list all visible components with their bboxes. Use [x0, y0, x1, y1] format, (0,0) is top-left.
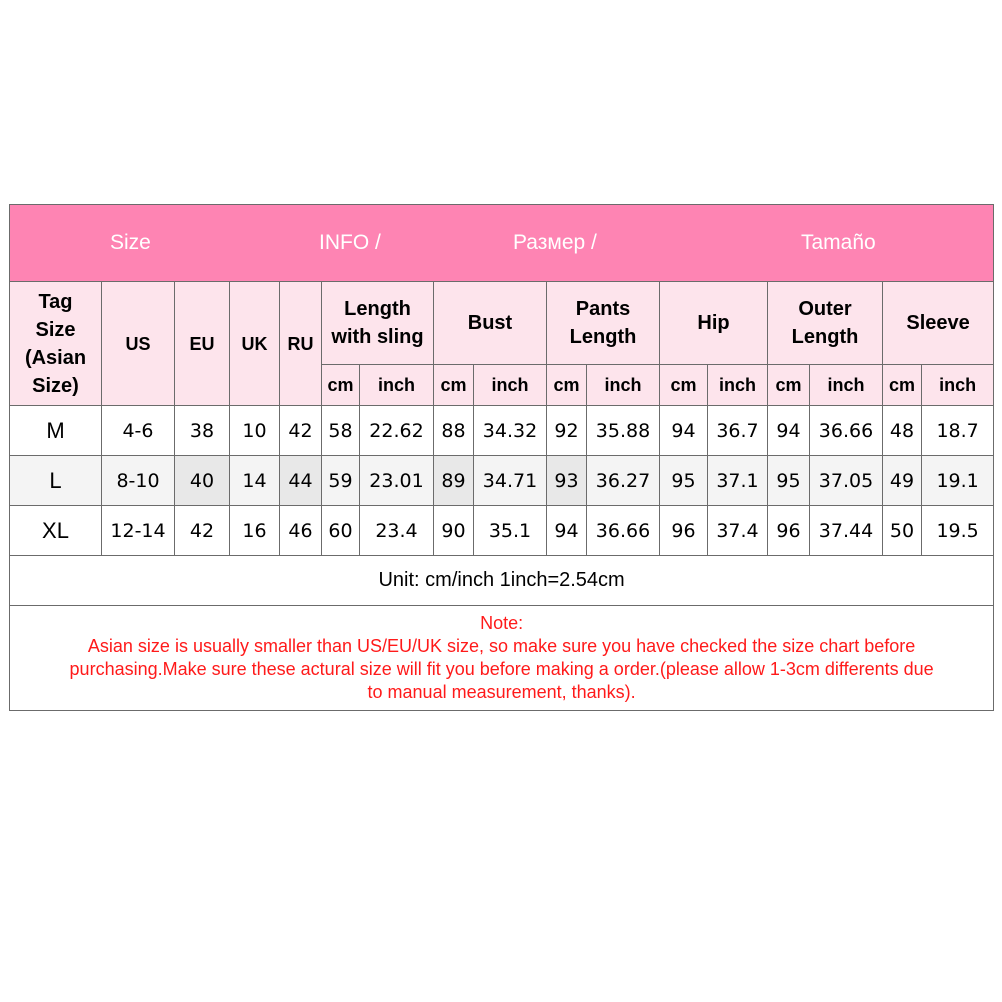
outer-inch-cell: 36.66 — [810, 406, 883, 456]
bust-inch-cell: 34.32 — [474, 406, 547, 456]
uk-header: UK — [230, 282, 280, 406]
pants-cm-cell: 92 — [547, 406, 587, 456]
ru-cell: 46 — [280, 506, 322, 556]
pants-cm-cell: 94 — [547, 506, 587, 556]
length-inch-cell: 23.4 — [360, 506, 434, 556]
cm-subheader: cm — [660, 365, 708, 406]
us-cell: 4-6 — [102, 406, 175, 456]
banner-razmer: Размер / — [513, 231, 597, 254]
tag-size-line: Size — [35, 318, 76, 341]
bust-inch-cell: 35.1 — [474, 506, 547, 556]
bust-header: Bust — [434, 282, 547, 365]
note-cell — [10, 606, 994, 711]
inch-subheader: inch — [360, 365, 434, 406]
size-cell: L — [10, 456, 102, 506]
uk-cell: 14 — [230, 456, 280, 506]
banner-cell — [10, 205, 994, 282]
note-line: Asian size is usually smaller than US/EU/UK size, so make sure you have checked the size chart before — [87, 636, 916, 656]
bust-cm-cell: 88 — [434, 406, 474, 456]
hip-header: Hip — [660, 282, 768, 365]
header-line: Pants — [575, 298, 631, 320]
length-cm-cell: 59 — [322, 456, 360, 506]
cm-subheader: cm — [883, 365, 922, 406]
inch-subheader: inch — [587, 365, 660, 406]
inch-subheader: inch — [810, 365, 883, 406]
length-inch-cell: 22.62 — [360, 406, 434, 456]
hip-cm-cell: 95 — [660, 456, 708, 506]
hip-cm-cell: 96 — [660, 506, 708, 556]
note-title: Note: — [480, 613, 524, 633]
ru-cell: 44 — [280, 456, 322, 506]
bust-cm-cell: 89 — [434, 456, 474, 506]
cm-subheader: cm — [768, 365, 810, 406]
title-banner — [10, 205, 994, 282]
size-cell: M — [10, 406, 102, 456]
outer-cm-cell: 94 — [768, 406, 810, 456]
pants-cm-cell: 93 — [547, 456, 587, 506]
tag-size-line: Tag — [38, 290, 73, 313]
outer-inch-cell: 37.05 — [810, 456, 883, 506]
outer-cm-cell: 96 — [768, 506, 810, 556]
outer-cm-cell: 95 — [768, 456, 810, 506]
sleeve-cm-cell: 49 — [883, 456, 922, 506]
note-line: purchasing.Make sure these actural size will fit you before making a order.(please allow 1-3cm differents due — [69, 659, 934, 679]
pants-inch-cell: 36.66 — [587, 506, 660, 556]
header-line: Length — [344, 298, 411, 320]
eu-cell: 38 — [175, 406, 230, 456]
note-row — [10, 606, 994, 711]
sleeve-inch-cell: 18.7 — [922, 406, 994, 456]
sleeve-header: Sleeve — [883, 282, 994, 365]
unit-text: Unit: cm/inch 1inch=2.54cm — [10, 556, 994, 606]
tag-size-line: Size) — [32, 374, 79, 397]
length-cm-cell: 58 — [322, 406, 360, 456]
table-row — [10, 506, 994, 556]
bust-cm-cell: 90 — [434, 506, 474, 556]
inch-subheader: inch — [474, 365, 547, 406]
banner-size: Size — [110, 231, 151, 254]
table-row — [10, 456, 994, 506]
cm-subheader: cm — [322, 365, 360, 406]
length-inch-cell: 23.01 — [360, 456, 434, 506]
header-line: with sling — [331, 326, 424, 348]
size-chart-table — [9, 204, 994, 711]
hip-inch-cell: 37.4 — [708, 506, 768, 556]
table-row — [10, 406, 994, 456]
header-row — [10, 282, 994, 365]
eu-header: EU — [175, 282, 230, 406]
length-cm-cell: 60 — [322, 506, 360, 556]
cm-subheader: cm — [434, 365, 474, 406]
uk-cell: 16 — [230, 506, 280, 556]
banner-info: INFO / — [319, 231, 381, 254]
bust-inch-cell: 34.71 — [474, 456, 547, 506]
header-line: Length — [791, 326, 859, 348]
note-line: to manual measurement, thanks). — [367, 682, 636, 702]
ru-header: RU — [280, 282, 322, 406]
sleeve-cm-cell: 50 — [883, 506, 922, 556]
us-cell: 12-14 — [102, 506, 175, 556]
cm-subheader: cm — [547, 365, 587, 406]
pants-inch-cell: 35.88 — [587, 406, 660, 456]
inch-subheader: inch — [922, 365, 994, 406]
pants-length-header — [547, 282, 660, 365]
inch-subheader: inch — [708, 365, 768, 406]
eu-cell: 40 — [175, 456, 230, 506]
hip-inch-cell: 37.1 — [708, 456, 768, 506]
ru-cell: 42 — [280, 406, 322, 456]
sleeve-inch-cell: 19.1 — [922, 456, 994, 506]
hip-cm-cell: 94 — [660, 406, 708, 456]
unit-row — [10, 556, 994, 606]
size-cell: XL — [10, 506, 102, 556]
eu-cell: 42 — [175, 506, 230, 556]
sleeve-cm-cell: 48 — [883, 406, 922, 456]
header-line: Outer — [798, 298, 852, 320]
tag-size-header — [10, 282, 102, 406]
length-with-sling-header — [322, 282, 434, 365]
uk-cell: 10 — [230, 406, 280, 456]
pants-inch-cell: 36.27 — [587, 456, 660, 506]
header-line: Length — [569, 326, 637, 348]
tag-size-line: (Asian — [24, 346, 87, 369]
hip-inch-cell: 36.7 — [708, 406, 768, 456]
outer-inch-cell: 37.44 — [810, 506, 883, 556]
us-cell: 8-10 — [102, 456, 175, 506]
us-header: US — [102, 282, 175, 406]
sleeve-inch-cell: 19.5 — [922, 506, 994, 556]
outer-length-header — [768, 282, 883, 365]
banner-tamano: Tamaño — [801, 231, 876, 254]
